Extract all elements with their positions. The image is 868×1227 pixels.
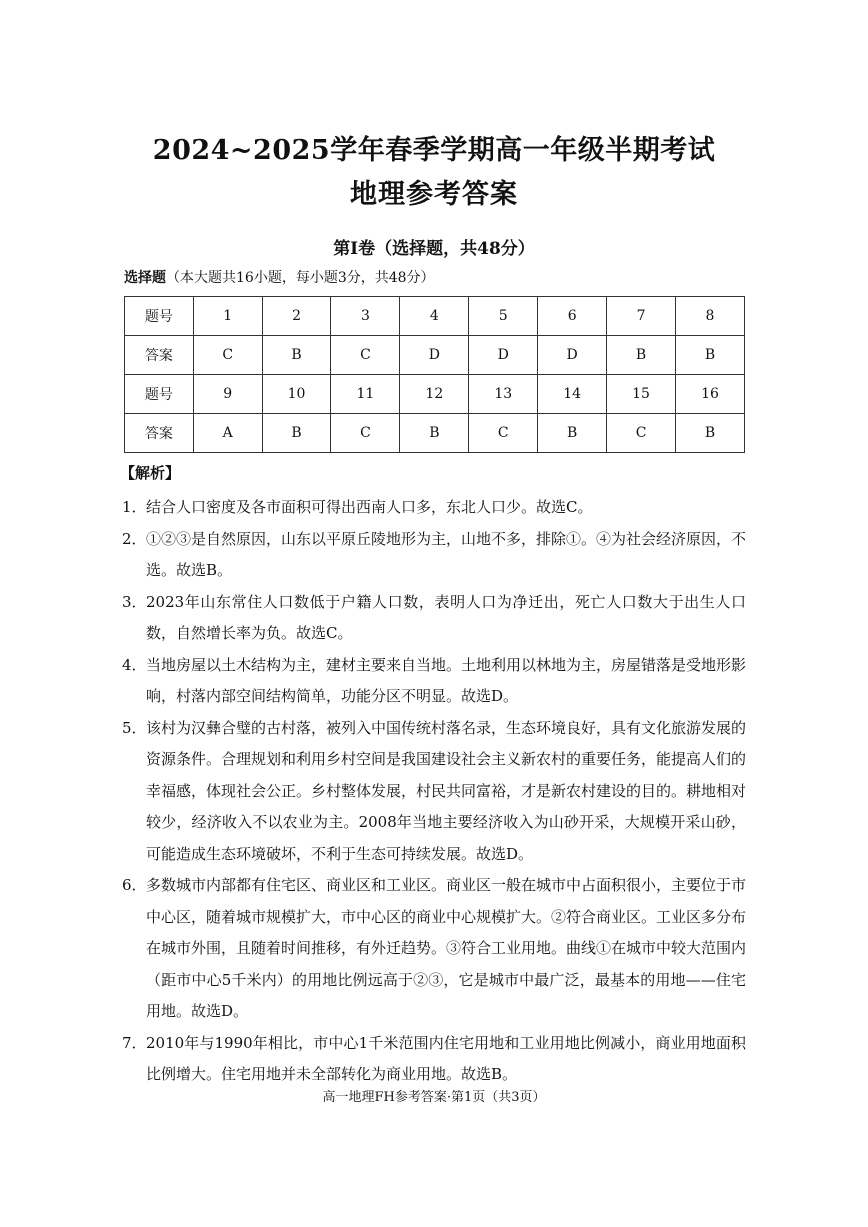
table-cell: D	[400, 336, 469, 375]
table-cell: 14	[538, 375, 607, 414]
table-row	[125, 414, 745, 453]
item-text: 该村为汉彝合璧的古村落，被列入中国传统村落名录，生态环境良好，具有文化旅游发展的资源条件。合理规划和利用乡村空间是我国建设社会主义新农村的重要任务，能提高人们的幸福感，体现社会公正。乡村整体发展，村民共同富裕，才是新农村建设的目的。耕地相对较少，经济收入不以农业为主。2008年当地主要经济收入为山砂开采，大规模开采山砂，可能造成生态环境破坏，不利于生态可持续发展。故选D。	[146, 718, 747, 863]
item-number: 3．	[122, 592, 147, 611]
table-cell: B	[262, 336, 331, 375]
table-cell: 9	[193, 375, 262, 414]
item-number: 1．	[122, 498, 147, 516]
table-cell: 15	[607, 375, 676, 414]
item-number: 2．	[122, 529, 147, 548]
mcq-instructions	[124, 267, 435, 287]
table-cell: 5	[469, 297, 538, 336]
analysis-item	[122, 492, 746, 524]
item-text: 结合人口密度及各市面积可得出西南人口多，东北人口少。故选C。	[146, 498, 593, 516]
table-cell: 13	[469, 375, 538, 414]
table-cell: C	[331, 336, 400, 375]
item-text: 2010年与1990年相比，市中心1千米范围内住宅用地和工业用地比例减小，商业用地面积比例增大。住宅用地并未全部转化为商业用地。故选B。	[146, 1033, 746, 1083]
item-text: ①②③是自然原因，山东以平原丘陵地形为主，山地不多，排除①。④为社会经济原因，不选。故选B。	[146, 529, 747, 579]
item-number: 5．	[122, 718, 147, 737]
table-row	[125, 297, 745, 336]
table-cell: 11	[331, 375, 400, 414]
section-title: 第Ⅰ卷（选择题，共48分）	[333, 239, 535, 259]
table-cell: B	[676, 414, 745, 453]
table-cell: D	[538, 336, 607, 375]
table-cell: A	[193, 414, 262, 453]
item-text: 当地房屋以土木结构为主，建材主要来自当地。土地利用以林地为主，房屋错落是受地形影响，村落内部空间结构简单，功能分区不明显。故选D。	[146, 655, 747, 705]
table-cell: 7	[607, 297, 676, 336]
item-number: 4．	[122, 655, 147, 674]
table-cell: 8	[676, 297, 745, 336]
table-cell: 12	[400, 375, 469, 414]
analysis-item	[122, 713, 746, 871]
table-cell: B	[400, 414, 469, 453]
table-cell: 1	[193, 297, 262, 336]
table-cell: 10	[262, 375, 331, 414]
analysis-item	[122, 870, 746, 1028]
item-text: 2023年山东常住人口数低于户籍人口数，表明人口为净迁出，死亡人口数大于出生人口数，自然增长率为负。故选C。	[146, 592, 746, 642]
table-cell: 16	[676, 375, 745, 414]
item-text: 多数城市内部都有住宅区、商业区和工业区。商业区一般在城市中占面积很小，主要位于市中心区，随着城市规模扩大，市中心区的商业中心规模扩大。②符合商业区。工业区多分布在城市外围，且随着时间推移，有外迁趋势。③符合工业用地。曲线①在城市中较大范围内（距市中心5千米内）的用地比例远高于②③，它是城市中最广泛，最基本的用地——住宅用地。故选D。	[146, 876, 747, 1020]
table-cell: C	[193, 336, 262, 375]
exam-title: 2024~2025学年春季学期高一年级半期考试	[152, 135, 716, 166]
table-cell: C	[469, 414, 538, 453]
table-cell: 4	[400, 297, 469, 336]
mcq-label: 选择题	[124, 270, 166, 286]
table-cell: C	[607, 414, 676, 453]
table-row	[125, 336, 745, 375]
row-header-cell: 答案	[125, 336, 194, 375]
analysis-heading: 【解析】	[120, 464, 181, 482]
table-cell: 2	[262, 297, 331, 336]
table-cell: 3	[331, 297, 400, 336]
page-footer: 高一地理FH参考答案·第1页（共3页）	[322, 1090, 546, 1105]
mcq-note-text: （本大题共16小题，每小题3分，共48分）	[166, 270, 435, 286]
table-cell: 6	[538, 297, 607, 336]
table-cell: C	[331, 414, 400, 453]
table-cell: D	[469, 336, 538, 375]
table-cell: B	[538, 414, 607, 453]
table-row	[125, 375, 745, 414]
answer-key-title: 地理参考答案	[350, 179, 518, 210]
analysis-item	[122, 650, 746, 713]
analysis-list	[122, 492, 746, 1091]
row-header-cell: 题号	[125, 297, 194, 336]
item-number: 6．	[122, 876, 147, 894]
table-cell: B	[607, 336, 676, 375]
item-number: 7．	[122, 1033, 147, 1052]
row-header-cell: 答案	[125, 414, 194, 453]
analysis-item	[122, 524, 746, 587]
table-cell: B	[262, 414, 331, 453]
row-header-cell: 题号	[125, 375, 194, 414]
table-cell: B	[676, 336, 745, 375]
answer-table	[124, 296, 745, 453]
analysis-item	[122, 587, 746, 650]
analysis-item	[122, 1028, 746, 1091]
